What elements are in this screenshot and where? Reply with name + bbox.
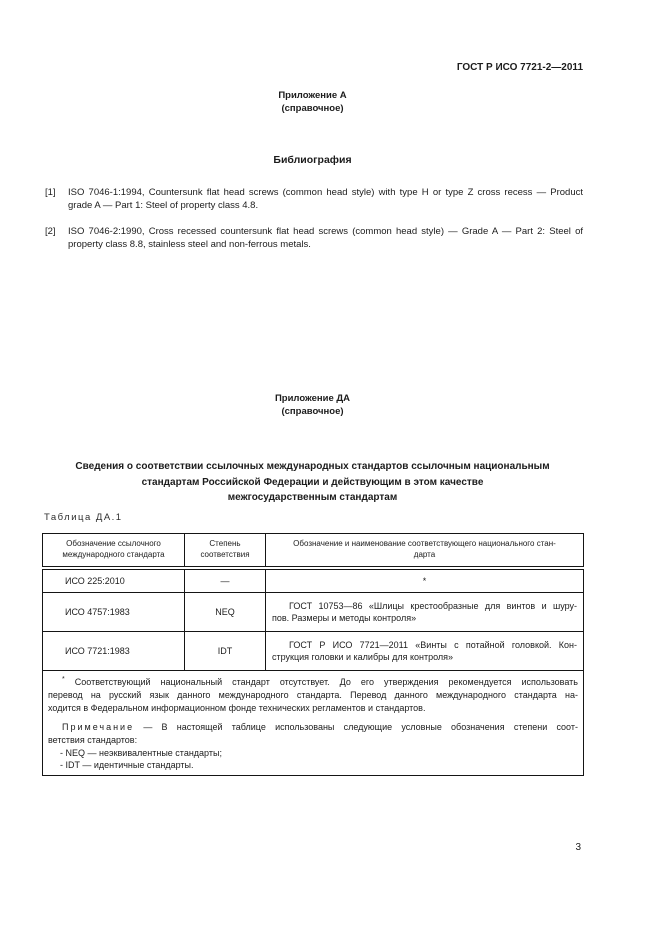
cell-standard: ИСО 4757:1983 <box>43 593 185 632</box>
table-label: Таблица ДА.1 <box>44 512 123 523</box>
appendix-a-label: Приложение А <box>278 90 347 101</box>
bibliography-list <box>45 186 583 264</box>
bibliography-item <box>45 225 583 251</box>
table-row <box>43 593 584 632</box>
cell-line: ГОСТ 10753—86 «Шлицы крестообразные для винтов и шуру- <box>289 600 577 611</box>
column-header-national <box>266 534 584 568</box>
cell-degree: — <box>185 568 266 593</box>
cell-line: струкция головки и калибры для контроля» <box>272 652 454 662</box>
footnote-paragraph <box>48 676 578 715</box>
note-line: Примечание — В настоящей таблице использованы следующие условные обозначения степени соот- <box>62 721 578 732</box>
cell-standard: ИСО 7721:1983 <box>43 632 185 671</box>
column-header-degree: Степень соответствия <box>185 534 266 568</box>
reference-marker: [1] <box>45 187 56 198</box>
bibliography-item <box>45 186 583 212</box>
reference-text <box>68 186 583 212</box>
footnote-note <box>48 721 578 773</box>
title-line: стандартам Российской Федерации и действующим в этом качестве <box>141 476 484 488</box>
reference-line: ISO 7046-1:1994, Countersunk flat head screws (common head style) with type H or type Z cross recess — Product <box>68 187 583 198</box>
asterisk-marker: * <box>62 676 65 683</box>
reference-line: property class 8.8, stainless steel and non-ferrous metals. <box>68 239 311 250</box>
appendix-da-title <box>42 459 583 506</box>
appendix-da-type: (справочное) <box>281 406 344 417</box>
appendix-da-label: Приложение ДА <box>274 393 351 404</box>
note-item: - NEQ — неэквивалентные стандарты; <box>60 747 222 758</box>
note-label: Примечание <box>62 721 135 732</box>
title-line: Сведения о соответствии ссылочных международных стандартов ссылочным национальным <box>75 461 550 472</box>
bibliography-heading: Библиография <box>273 154 352 166</box>
cell-standard: ИСО 225:2010 <box>43 568 185 593</box>
cell-line: пов. Размеры и методы контроля» <box>272 613 417 623</box>
reference-text <box>68 225 583 251</box>
header-line: дарта <box>413 549 436 559</box>
cell-national <box>266 632 584 671</box>
note-line: ветствия стандартов: <box>48 734 138 745</box>
doc-number-header: ГОСТ Р ИСО 7721-2—2011 <box>456 62 583 73</box>
header-line: Обозначение и наименование соответствующего национального стан- <box>293 539 556 549</box>
cell-national: * <box>266 568 584 593</box>
cell-degree: NEQ <box>185 593 266 632</box>
appendix-da-header <box>42 392 583 418</box>
reference-line: grade A — Part 1: Steel of property class 4.8. <box>68 200 259 211</box>
appendix-a-header <box>42 89 583 115</box>
note-item: - IDT — идентичные стандарты. <box>60 760 194 771</box>
reference-marker: [2] <box>45 226 56 237</box>
cell-degree: IDT <box>185 632 266 671</box>
correspondence-table <box>42 533 584 776</box>
footnote-line: перевод на русский язык данного международного стандарта. Перевод данного международного стандарта на- <box>48 689 578 700</box>
table-row <box>43 568 584 593</box>
table-footnote <box>43 671 584 776</box>
cell-line: ГОСТ Р ИСО 7721—2011 «Винты с потайной головкой. Кон- <box>289 639 577 650</box>
footnote-line: ходится в Федеральном информационном фонде технических регламентов и стандартов. <box>48 702 426 713</box>
table-footnote-row <box>43 671 584 776</box>
appendix-a-type: (справочное) <box>281 103 344 114</box>
title-line: межгосударственным стандартам <box>227 492 398 503</box>
reference-line: ISO 7046-2:1990, Cross recessed countersunk flat head screws (common head style) — Grade A — Part 2: Steel of <box>68 226 583 237</box>
cell-national <box>266 593 584 632</box>
page-number: 3 <box>575 842 581 853</box>
table-row <box>43 632 584 671</box>
column-header-standard: Обозначение ссылочного международного стандарта <box>43 534 185 568</box>
footnote-line: * Соответствующий национальный стандарт отсутствует. До его утверждения рекомендуется использовать <box>62 676 578 687</box>
table-header-row <box>43 534 584 568</box>
